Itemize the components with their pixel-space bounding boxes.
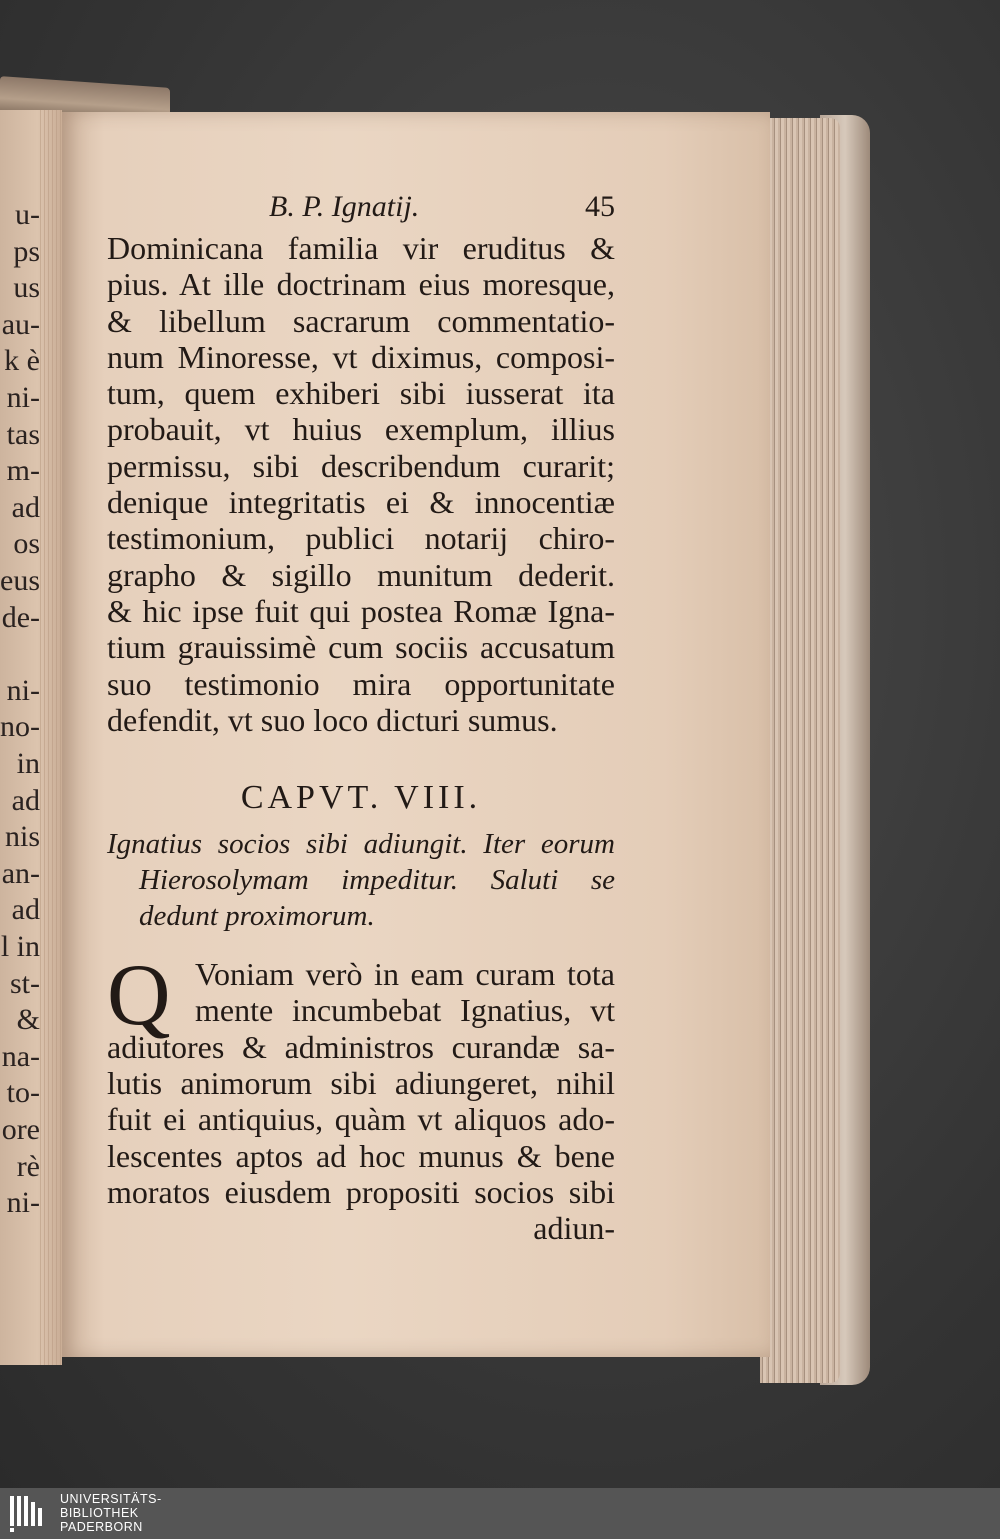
left-page-fragment: & xyxy=(16,1003,40,1037)
text-line: pius. At ille doctrinam eius moresque, xyxy=(107,266,615,303)
left-page-fragment: ni- xyxy=(6,1186,40,1220)
page-edges xyxy=(760,118,840,1383)
catchword: adiun- xyxy=(533,1210,615,1247)
text-line: defendit, vt suo loco dicturi sumus. xyxy=(107,701,558,738)
logo-line: UNIVERSITÄTS- xyxy=(60,1492,162,1506)
running-head-title: B. P. Ignatij. xyxy=(269,190,420,223)
text-line: Voniam verò in eam curam tota xyxy=(195,956,615,993)
running-head xyxy=(107,190,615,230)
summary-line: Ignatius socios sibi adiungit. Iter eorum xyxy=(107,828,615,861)
left-page-fragment: ad xyxy=(11,783,40,817)
left-page-fragment: ni- xyxy=(6,673,40,707)
text-line: Dominicana familia vir eruditus & xyxy=(107,230,615,266)
text-line: tum, quem exhiberi sibi iusserat ita xyxy=(107,375,615,412)
left-page-fragment: ad xyxy=(11,490,40,524)
text-line: & libellum sacrarum commentatio- xyxy=(107,302,615,339)
chapter-paragraph xyxy=(107,947,615,1247)
left-page-fragment: au- xyxy=(1,307,40,341)
library-logo-text xyxy=(60,1492,162,1534)
text-line: denique integritatis ei & innocentiæ xyxy=(107,484,615,521)
summary-line: Hierosolymam impeditur. Saluti se xyxy=(139,864,615,897)
text-line: mente incumbebat Ignatius, vt xyxy=(195,992,615,1029)
text-line: lescentes aptos ad hoc munus & bene xyxy=(107,1137,615,1174)
summary-line: dedunt proximorum. xyxy=(139,900,375,933)
logo-line: PADERBORN xyxy=(60,1520,143,1534)
left-page-fragment: m- xyxy=(6,454,40,488)
body-lines xyxy=(107,230,615,738)
left-page-fragment: no- xyxy=(0,710,40,744)
left-page-gutter xyxy=(40,110,64,1365)
left-page-fragment: an- xyxy=(1,856,40,890)
left-page-fragment: eus xyxy=(0,564,40,597)
text-line: lutis animorum sibi adiungeret, nihil xyxy=(107,1065,615,1102)
left-page-fragment: rè xyxy=(16,1149,40,1183)
library-logo-icon xyxy=(8,1494,46,1534)
left-page-fragment: k è xyxy=(4,344,40,378)
left-page-fragment: ad xyxy=(11,893,40,927)
left-page-fragment: ni- xyxy=(6,381,40,414)
text-line: num Minoresse, vt diximus, composi- xyxy=(107,338,615,375)
logo-line: BIBLIOTHEK xyxy=(60,1506,139,1520)
text-line: adiutores & administros curandæ sa- xyxy=(107,1028,615,1065)
left-page-fragment: u- xyxy=(15,198,40,231)
text-line: tium grauissimè cum sociis accusatum xyxy=(107,629,615,666)
text-line: & hic ipse fuit qui postea Romæ Igna- xyxy=(107,592,615,629)
text-line: testimonium, publici notarij chiro- xyxy=(107,520,615,557)
left-page-fragment: ore xyxy=(1,1113,40,1146)
left-page-fragment: tas xyxy=(6,417,40,451)
left-page-fragment: to- xyxy=(6,1076,40,1110)
footer-bar xyxy=(0,1488,1000,1539)
page-number: 45 xyxy=(585,190,615,223)
left-page-fragment: us xyxy=(13,271,40,305)
left-page-fragment: nis xyxy=(4,820,40,854)
text-line: permissu, sibi describendum curarit; xyxy=(107,447,615,484)
chapter-heading: CAPVT. VIII. xyxy=(240,779,482,817)
text-line: suo testimonio mira opportunitate xyxy=(107,665,615,702)
left-page-fragment: os xyxy=(13,527,40,561)
text-line: moratos eiusdem propositi socios sibi xyxy=(107,1173,615,1210)
left-page-fragment: in xyxy=(16,747,40,780)
left-page-fragment: na- xyxy=(1,1039,40,1073)
drop-capital: Q xyxy=(107,947,171,1045)
left-page-fragment: ps xyxy=(13,234,40,268)
left-page-fragment: de- xyxy=(1,600,40,634)
text-line: probauit, vt huius exemplum, illius xyxy=(107,411,615,448)
left-page-fragment: st- xyxy=(10,966,40,1000)
chapter-summary xyxy=(107,826,615,934)
left-page-fragment: l in xyxy=(0,930,40,963)
text-line: grapho & sigillo munitum dederit. xyxy=(107,556,615,593)
text-line: fuit ei antiquius, quàm vt aliquos ado- xyxy=(107,1101,615,1138)
page-text xyxy=(107,190,615,1247)
